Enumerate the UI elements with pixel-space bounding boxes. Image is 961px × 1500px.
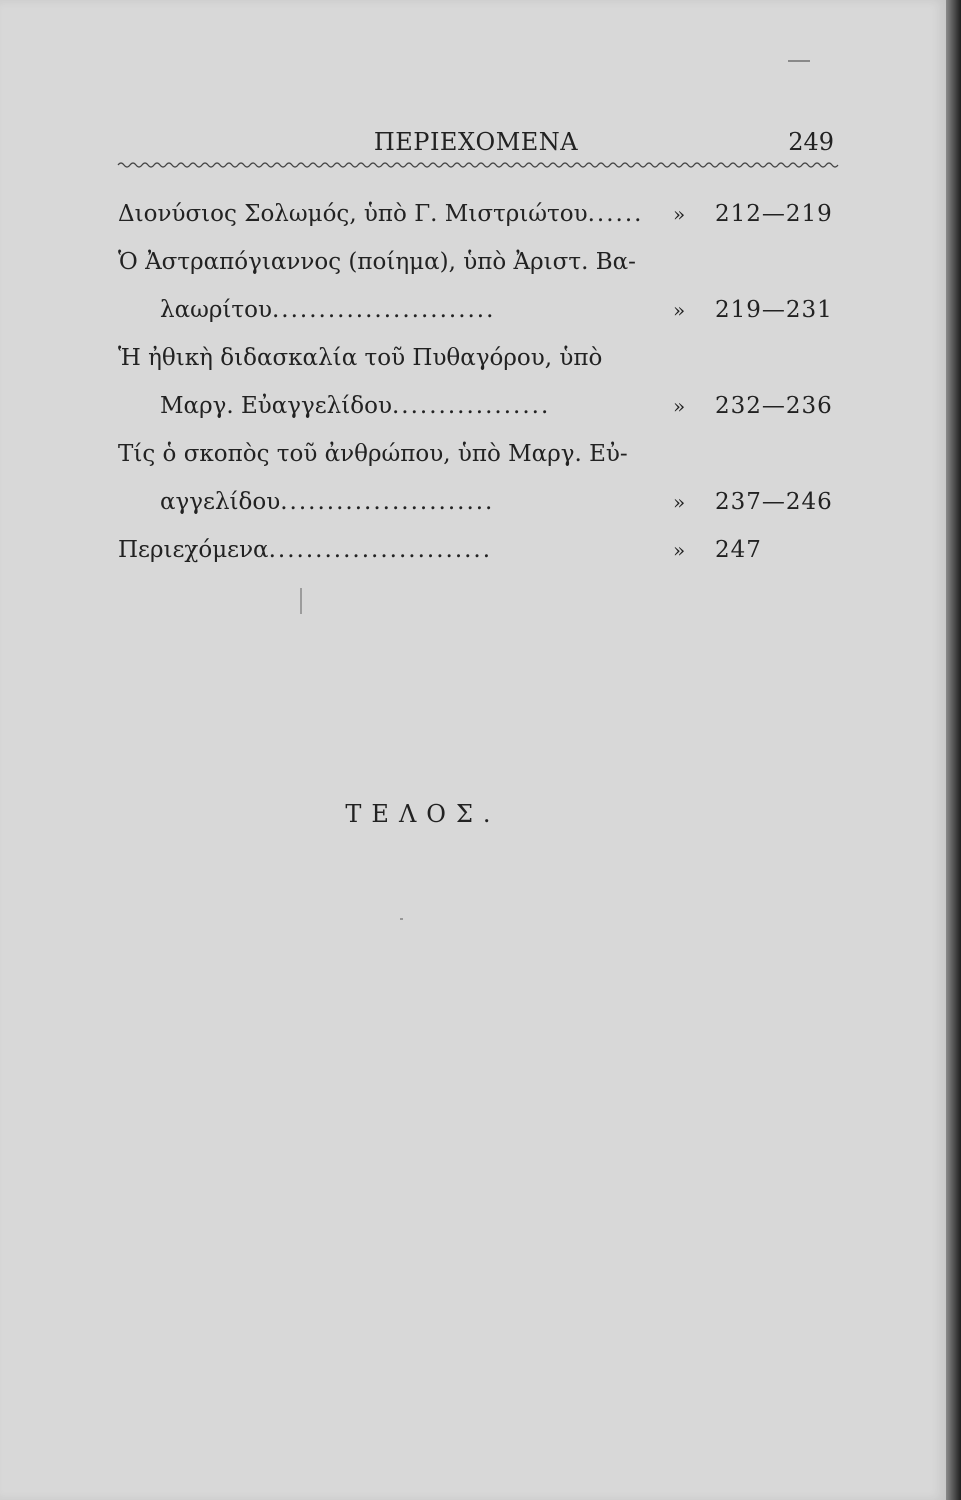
wavy-rule xyxy=(118,160,836,170)
toc-entry-text xyxy=(118,198,644,230)
toc-entry-text xyxy=(118,534,628,566)
ditto-mark: » xyxy=(673,298,686,322)
page-range: 219—231 xyxy=(715,297,833,323)
toc-entry-line xyxy=(118,294,834,342)
table-of-contents xyxy=(118,198,834,582)
toc-entry-text xyxy=(160,294,628,326)
page-edge xyxy=(946,0,961,1500)
page-range: 237—246 xyxy=(715,489,833,515)
page-range: 232—236 xyxy=(715,393,833,419)
toc-entry-text xyxy=(118,246,636,278)
toc-entry-line xyxy=(118,198,834,246)
toc-entry-line xyxy=(118,438,834,486)
entry-title: αγγελίδου xyxy=(160,489,281,515)
ditto-mark: » xyxy=(673,490,686,514)
page-range: 212—219 xyxy=(715,201,833,227)
entry-title: Τίς ὁ σκοπὸς τοῦ ἀνθρώπου, ὑπὸ Μαργ. Εὐ- xyxy=(118,441,628,467)
toc-entry-line xyxy=(118,390,834,438)
dot-leader: ....................... xyxy=(280,489,495,515)
toc-entry-text xyxy=(118,438,628,470)
toc-entry-text xyxy=(160,486,628,518)
toc-entry-line xyxy=(118,486,834,534)
entry-title: Ἡ ἠθικὴ διδασκαλία τοῦ Πυθαγόρου, ὑπὸ xyxy=(118,345,603,371)
entry-title: Μαργ. Εὐαγγελίδου xyxy=(160,393,392,419)
dot-leader: ........................ xyxy=(271,297,496,323)
ditto-mark: » xyxy=(673,394,686,418)
end-mark: ΤΕΛΟΣ. xyxy=(345,800,501,828)
page-range: 247 xyxy=(715,537,762,563)
toc-entry-line xyxy=(118,246,834,294)
entry-title: λαωρίτου xyxy=(160,297,272,323)
entry-title: Περιεχόμενα xyxy=(118,537,269,563)
entry-title: Διονύσιος Σολωμός, ὑπὸ Γ. Μιστριώτου xyxy=(118,201,588,227)
page-number: 249 xyxy=(788,128,834,156)
ditto-mark: » xyxy=(673,538,686,562)
toc-entry-text xyxy=(118,342,628,374)
toc-entry-text xyxy=(160,390,628,422)
ditto-mark: » xyxy=(673,202,686,226)
toc-entry-line xyxy=(118,342,834,390)
dot-leader: ........................ xyxy=(268,537,493,563)
running-header xyxy=(118,128,834,162)
entry-title: Ὁ Ἀστραπόγιαννος (ποίημα), ὑπὸ Ἀριστ. Βα- xyxy=(118,249,636,275)
dot-leader: ...... xyxy=(587,201,644,227)
page-title: ΠΕΡΙΕΧΟΜΕΝΑ xyxy=(373,128,579,156)
toc-entry-line xyxy=(118,534,834,582)
dot-leader: ................. xyxy=(391,393,551,419)
